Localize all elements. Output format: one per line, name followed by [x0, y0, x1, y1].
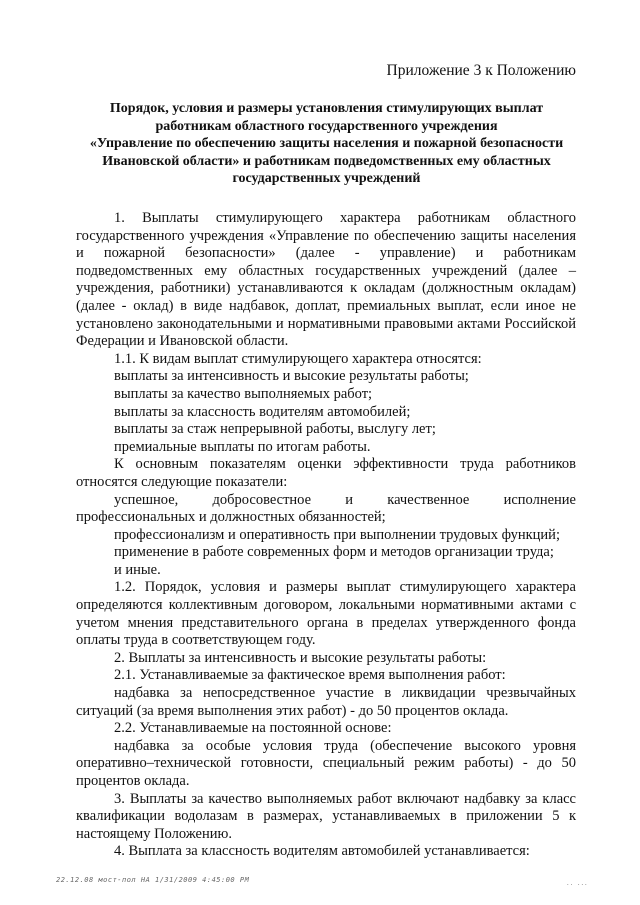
- paragraph-2-1: 2.1. Устанавливаемые за фактическое время выполнения работ:: [114, 667, 506, 684]
- paragraph-1-1: 1.1. К видам выплат стимулирующего характера относятся:: [114, 350, 482, 367]
- list-item: выплаты за качество выполняемых работ;: [114, 385, 373, 402]
- list-item: надбавка за особые условия труда (обеспечение высокого уровня оперативно–технической готовности, специальный режим работы) - до 50 процентов оклада.: [76, 737, 576, 789]
- title-line: «Управление по обеспечению защиты населения и пожарной безопасности: [89, 136, 564, 152]
- title-line: государственных учреждений: [232, 171, 421, 187]
- list-item: успешное, добросовестное и качественное исполнение профессиональных и должностных обязанностей;: [76, 491, 576, 526]
- document-body: [76, 210, 576, 861]
- title-line: Порядок, условия и размеры установления стимулирующих выплат: [109, 101, 544, 116]
- list-item: премиальные выплаты по итогам работы.: [114, 438, 371, 455]
- paragraph-4: 4. Выплата за классность водителям автомобилей устанавливается:: [114, 843, 530, 860]
- list-item: профессионализм и оперативность при выполнении трудовых функций;: [114, 526, 560, 543]
- list-item: выплаты за стаж непрерывной работы, выслугу лет;: [114, 421, 436, 438]
- list-item: выплаты за интенсивность и высокие результаты работы;: [114, 368, 469, 385]
- paragraph-1-2: 1.2. Порядок, условия и размеры выплат стимулирующего характера определяются коллективным договором, локальными нормативными актами с учетом мнения представительного органа в пределах утвержденного фонда оплаты труда в соответствующем году.: [76, 579, 576, 649]
- paragraph-indicators: К основным показателям оценки эффективности труда работников относятся следующие показатели:: [76, 456, 576, 490]
- footer-file-stamp: 22.12.08 мост-пол НА 1/31/2009 4:45:00 PM: [56, 876, 250, 884]
- paragraph-3: 3. Выплаты за качество выполняемых работ включают надбавку за класс квалификации водолазам в размерах, устанавливаемых в приложении 5 к настоящему Положению.: [76, 790, 576, 842]
- title-line: Ивановской области» и работникам подведомственных ему областных: [102, 153, 551, 169]
- document-title: [74, 100, 579, 188]
- paragraph-2: 2. Выплаты за интенсивность и высокие результаты работы:: [114, 649, 487, 666]
- appendix-reference: Приложение 3 к Положению: [386, 62, 576, 79]
- list-item: надбавка за непосредственное участие в ликвидации чрезвычайных ситуаций (за время выполнения этих работ) - до 50 процентов оклада.: [76, 685, 576, 719]
- list-item: применение в работе современных форм и методов организации труда;: [114, 544, 554, 561]
- footer-mark: .. ...: [566, 880, 588, 887]
- title-line: работникам областного государственного учреждения: [155, 118, 498, 134]
- paragraph-2-2: 2.2. Устанавливаемые на постоянной основе:: [114, 720, 392, 737]
- list-item: выплаты за классность водителям автомобилей;: [114, 403, 411, 420]
- paragraph-1: 1. Выплаты стимулирующего характера работникам областного государственного учреждения «Управление по обеспечению защиты населения и пожарной безопасности» (далее - управление) и работникам подведомственных ему областных государственных учреждений (далее – учреждения, работники) устанавливаются к окладам (должностным окладам) (далее - оклад) в виде надбавок, доплат, премиальных выплат, если иное не установлено законодательными и нормативными правовыми актами Российской Федерации и Ивановской области.: [76, 210, 576, 350]
- list-item: и иные.: [114, 561, 161, 578]
